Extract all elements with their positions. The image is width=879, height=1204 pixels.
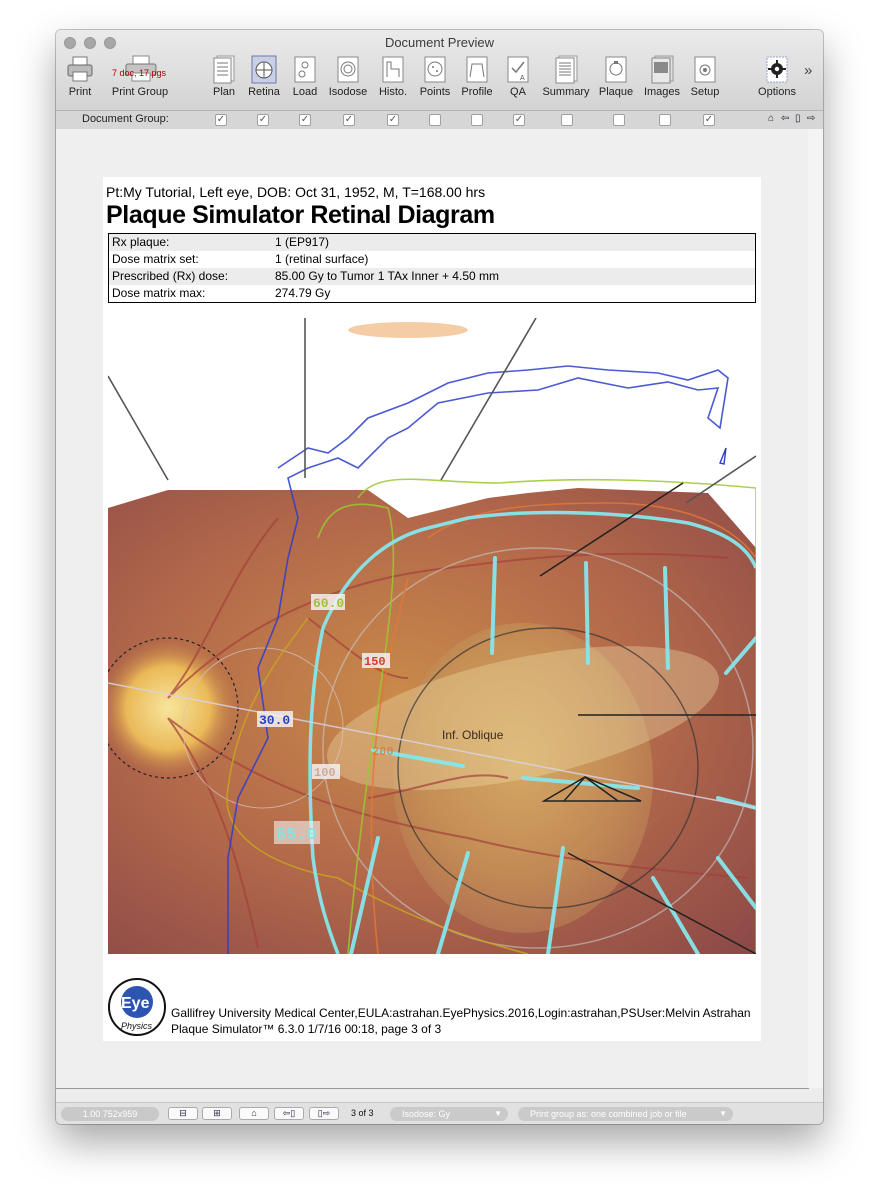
- info-row: [109, 268, 755, 285]
- print-group-label: Print Group: [111, 86, 169, 98]
- options-button[interactable]: [754, 54, 800, 106]
- print-group-count: 7 doc, 17 pgs: [112, 68, 167, 78]
- retina-label: Retina: [248, 86, 280, 98]
- isodose-units-value: Isodose: Gy: [402, 1109, 451, 1119]
- info-value: 1 (retinal surface): [275, 252, 369, 266]
- retina-button[interactable]: [246, 54, 282, 106]
- isodose-doc-icon: [333, 54, 363, 84]
- qa-doc-icon: [503, 54, 533, 84]
- printer-icon: [65, 54, 95, 84]
- print-group-mode-value: Print group as: one combined job or file: [530, 1109, 687, 1119]
- toolbar-overflow-button[interactable]: »: [804, 62, 813, 79]
- info-key: Rx plaque:: [112, 235, 170, 249]
- info-value: 1 (EP917): [275, 235, 330, 249]
- qa-button[interactable]: [500, 54, 536, 106]
- images-button[interactable]: [640, 54, 684, 106]
- load-doc-icon: [290, 54, 320, 84]
- logo-text: Eye: [121, 995, 150, 1012]
- document-page: [103, 177, 761, 1041]
- isodose-label-30: 30.0: [259, 713, 291, 728]
- group-check-retina[interactable]: ✓: [258, 114, 268, 125]
- points-label: Points: [419, 86, 451, 98]
- histo-label: Histo.: [378, 86, 408, 98]
- document-group-bar: [56, 110, 823, 130]
- inferior-oblique-label: Inf. Oblique: [442, 728, 504, 742]
- histogram-doc-icon: [378, 54, 408, 84]
- document-preview-window: [56, 30, 823, 1124]
- zoom-in-button[interactable]: ⊞: [202, 1107, 232, 1120]
- plaque-doc-icon: [601, 54, 631, 84]
- isodose-units-select[interactable]: [390, 1107, 508, 1121]
- group-check-qa[interactable]: ✓: [514, 114, 524, 125]
- zoom-readout: 1.00 752x959: [61, 1107, 159, 1121]
- setup-label: Setup: [690, 86, 720, 98]
- page-count: 3 of 3: [351, 1108, 374, 1118]
- page-title: Plaque Simulator Retinal Diagram: [106, 201, 495, 229]
- load-label: Load: [292, 86, 318, 98]
- profile-doc-icon: [462, 54, 492, 84]
- info-key: Dose matrix set:: [112, 252, 199, 266]
- isodose-label-200: 200: [372, 745, 394, 759]
- footer-line-2: Plaque Simulator™ 6.3.0 1/7/16 00:18, page 3 of 3: [171, 1022, 442, 1036]
- prev-page-icon[interactable]: ⇦: [781, 113, 790, 124]
- images-label: Images: [643, 86, 681, 98]
- histo-button[interactable]: [375, 54, 411, 106]
- info-value: 274.79 Gy: [275, 286, 331, 300]
- gear-icon: [762, 54, 792, 84]
- info-key: Prescribed (Rx) dose:: [112, 269, 229, 283]
- retina-doc-icon: [249, 54, 279, 84]
- home-icon[interactable]: ⌂: [768, 113, 775, 124]
- isodose-label-60: 60.0: [313, 596, 345, 611]
- print-label: Print: [68, 86, 92, 98]
- summary-doc-icon: [551, 54, 581, 84]
- home-page-button[interactable]: ⌂: [239, 1107, 269, 1120]
- title-bar: [56, 30, 823, 110]
- group-check-points[interactable]: [429, 114, 441, 126]
- info-value: 85.00 Gy to Tumor 1 TAx Inner + 4.50 mm: [275, 269, 499, 283]
- group-check-profile[interactable]: [471, 114, 483, 126]
- info-row: [109, 234, 755, 251]
- next-page-icon[interactable]: ⇨: [807, 113, 816, 124]
- group-check-summary[interactable]: [561, 114, 573, 126]
- setup-button[interactable]: [686, 54, 724, 106]
- isodose-label-100: 100: [314, 766, 336, 780]
- options-label: Options: [758, 86, 796, 98]
- load-button[interactable]: [287, 54, 323, 106]
- isodose-label-150: 150: [364, 655, 386, 669]
- points-button[interactable]: [416, 54, 454, 106]
- plan-info-table: [108, 233, 756, 303]
- plan-doc-icon: [209, 54, 239, 84]
- plaque-button[interactable]: [596, 54, 636, 106]
- eye-physics-logo: [107, 977, 167, 1042]
- summary-label: Summary: [542, 86, 590, 98]
- profile-button[interactable]: [457, 54, 497, 106]
- info-row: [109, 251, 755, 268]
- page-footer: [171, 1005, 751, 1037]
- images-doc-icon: [647, 54, 677, 84]
- group-check-setup[interactable]: ✓: [704, 114, 714, 125]
- chevron-down-icon: ▼: [719, 1109, 727, 1118]
- profile-label: Profile: [461, 86, 493, 98]
- next-page-button[interactable]: ▯⇨: [309, 1107, 339, 1120]
- summary-button[interactable]: [539, 54, 593, 106]
- logo-subtext: Physics: [121, 1021, 153, 1031]
- plan-button[interactable]: [206, 54, 242, 106]
- footer-line-1: Gallifrey University Medical Center,EULA:astrahan.EyePhysics.2016,Login:astrahan,PSUser:Melvin Astrahan: [171, 1006, 751, 1020]
- zoom-out-button[interactable]: ⊟: [168, 1107, 198, 1120]
- info-key: Dose matrix max:: [112, 286, 206, 300]
- group-check-load[interactable]: ✓: [300, 114, 310, 125]
- patient-line: Pt:My Tutorial, Left eye, DOB: Oct 31, 1952, M, T=168.00 hrs: [106, 184, 486, 200]
- document-scroll-area[interactable]: [56, 129, 809, 1089]
- group-check-histo[interactable]: ✓: [388, 114, 398, 125]
- qa-label: QA: [510, 86, 526, 98]
- isodose-button[interactable]: [326, 54, 370, 106]
- group-check-isodose[interactable]: ✓: [344, 114, 354, 125]
- points-doc-icon: [420, 54, 450, 84]
- window-title: Document Preview: [384, 35, 495, 50]
- plaque-label: Plaque: [598, 86, 634, 98]
- vertical-scrollbar[interactable]: [808, 129, 823, 1088]
- plan-label: Plan: [212, 86, 236, 98]
- group-check-plan[interactable]: ✓: [216, 114, 226, 125]
- svg-text:A: A: [520, 75, 525, 82]
- chevron-down-icon: ▼: [494, 1109, 502, 1118]
- setup-doc-icon: [690, 54, 720, 84]
- print-group-mode-select[interactable]: [518, 1107, 733, 1121]
- status-bar: [56, 1102, 823, 1124]
- isodose-label: Isodose: [328, 86, 368, 98]
- print-group-button[interactable]: [106, 54, 174, 106]
- isodose-label-85: 85.0: [276, 826, 317, 845]
- group-check-images[interactable]: [659, 114, 671, 126]
- group-check-plaque[interactable]: [613, 114, 625, 126]
- retinal-diagram: [108, 318, 756, 954]
- previous-page-button[interactable]: ⇦▯: [274, 1107, 304, 1120]
- page-icon[interactable]: ▯: [795, 113, 801, 124]
- info-row: [109, 285, 755, 302]
- print-button[interactable]: [62, 54, 98, 106]
- document-group-label: Document Group:: [82, 113, 169, 125]
